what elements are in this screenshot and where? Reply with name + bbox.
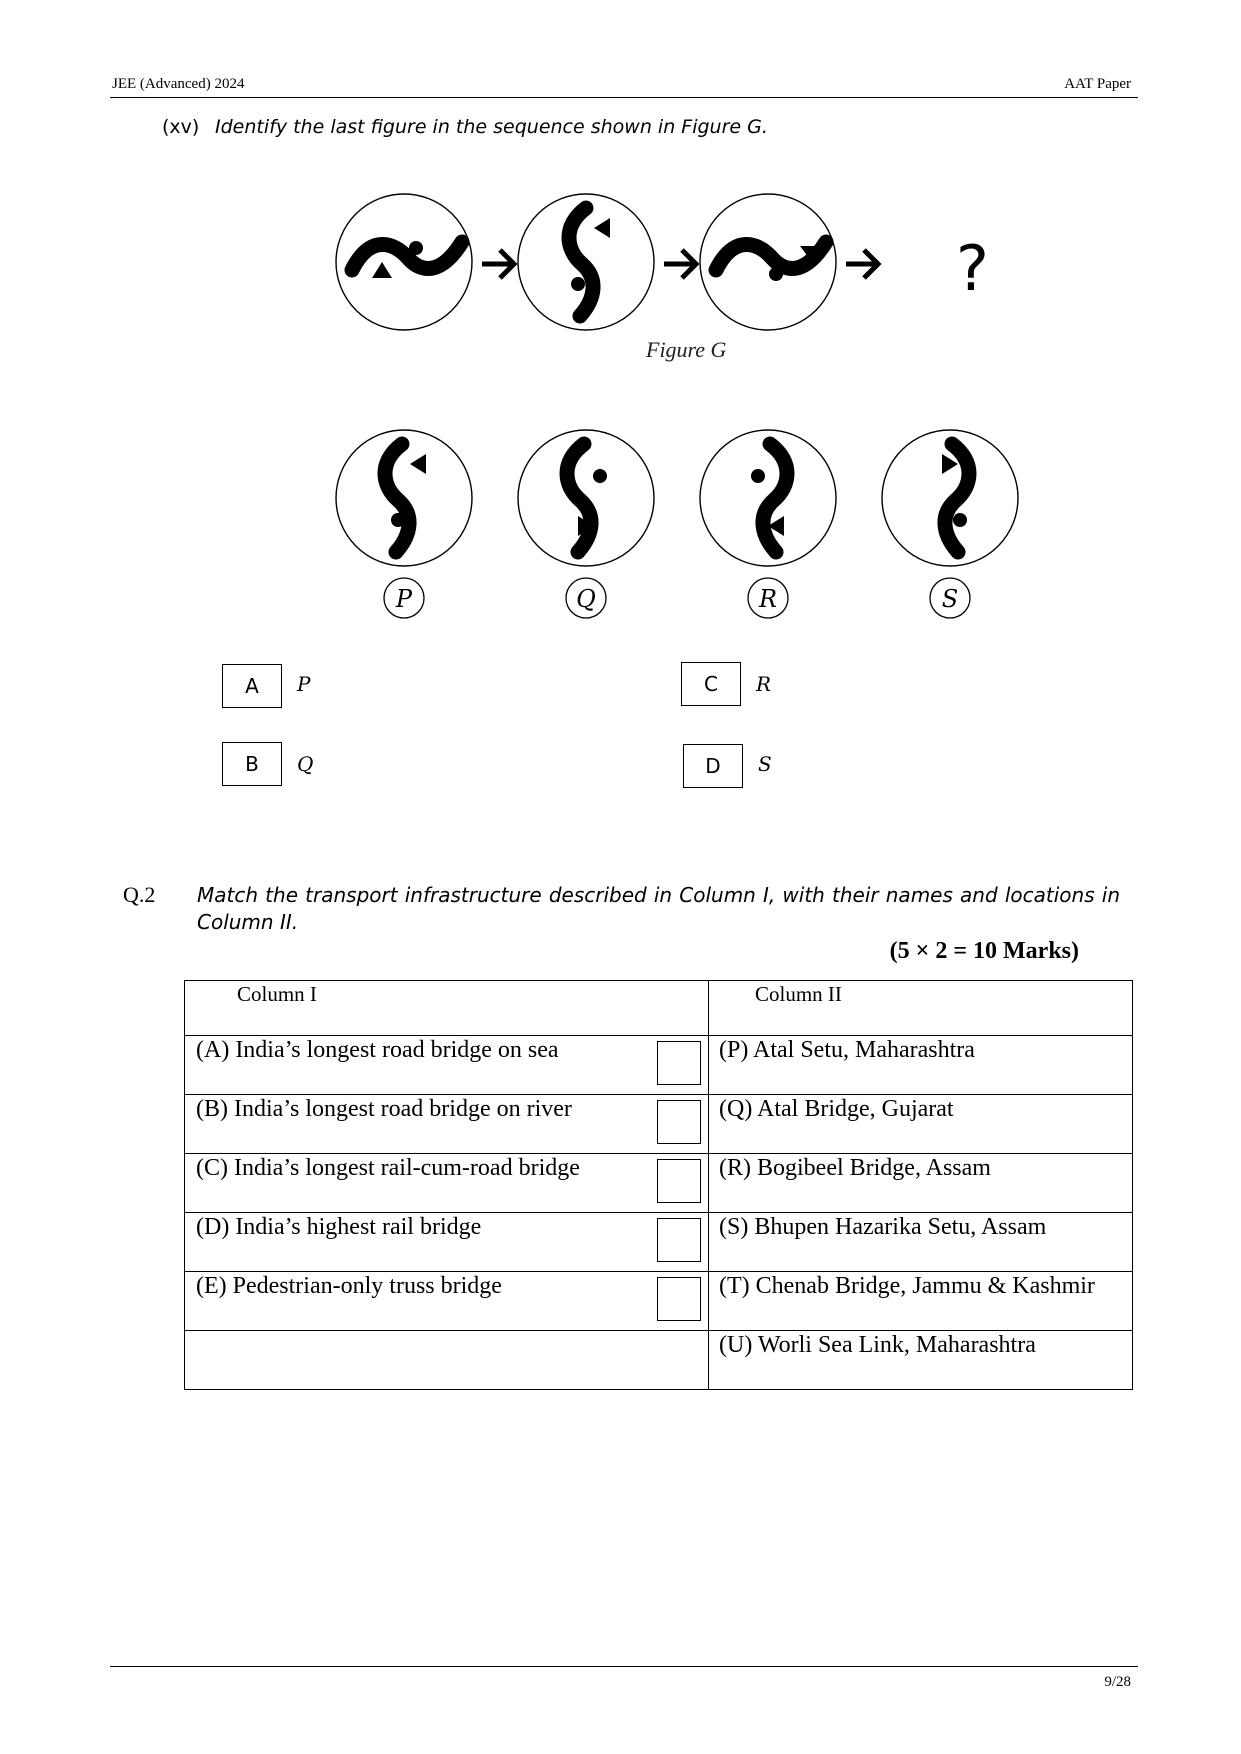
match-table — [184, 980, 1133, 1390]
sequence-figure-2 — [518, 194, 654, 330]
answer-figure-r — [700, 430, 836, 566]
answer-box-b[interactable] — [657, 1100, 701, 1144]
sequence-figure-3 — [700, 194, 836, 330]
figure-g-caption: Figure G — [646, 337, 727, 362]
answer-box-e[interactable] — [657, 1277, 701, 1321]
sequence-unknown: ? — [956, 232, 989, 305]
sequence-figure-1 — [336, 194, 472, 330]
answer-figure-labels — [384, 578, 970, 618]
option-a-box[interactable]: A — [222, 664, 282, 708]
column-1-item-c: (C) India’s longest rail-cum-road bridge — [196, 1155, 580, 1181]
option-b-value: Q — [297, 752, 314, 776]
option-c-value: R — [756, 672, 772, 696]
empty-cell — [185, 1331, 709, 1390]
label-r: R — [758, 585, 778, 613]
label-q: Q — [576, 585, 596, 613]
option-d-value: S — [758, 752, 772, 776]
answer-figure-q — [518, 430, 654, 566]
question-xv-number: (xv) — [162, 116, 200, 138]
option-c-box[interactable]: C — [681, 662, 741, 706]
option-b-box[interactable]: B — [222, 742, 282, 786]
footer-divider — [110, 1666, 1138, 1667]
table-row — [185, 1213, 1133, 1272]
answer-box-d[interactable] — [657, 1218, 701, 1262]
table-row — [185, 1331, 1133, 1390]
answer-box-a[interactable] — [657, 1041, 701, 1085]
header-divider — [110, 97, 1138, 98]
table-header-row — [185, 981, 1133, 1036]
table-row — [185, 1036, 1133, 1095]
column-2-item-s: (S) Bhupen Hazarika Setu, Assam — [719, 1214, 1047, 1240]
arrow-icon — [482, 250, 514, 278]
table-row — [185, 1095, 1133, 1154]
table-row — [185, 1154, 1133, 1213]
question-xv-text: Identify the last figure in the sequence shown in Figure G. — [215, 116, 768, 138]
column-2-item-q: (Q) Atal Bridge, Gujarat — [719, 1096, 954, 1122]
question-2-text: Match the transport infrastructure described in Column I, with their names and locations in Column II. — [197, 883, 1120, 934]
question-2-marks: (5 × 2 = 10 Marks) — [889, 938, 1079, 964]
figure-g-sequence — [330, 186, 990, 346]
column-2-item-p: (P) Atal Setu, Maharashtra — [719, 1037, 975, 1063]
table-row — [185, 1272, 1133, 1331]
label-s: S — [941, 585, 959, 613]
column-2-item-u: (U) Worli Sea Link, Maharashtra — [719, 1332, 1036, 1358]
column-1-item-b: (B) India’s longest road bridge on river — [196, 1096, 572, 1122]
column-1-item-a: (A) India’s longest road bridge on sea — [196, 1037, 559, 1063]
option-a-value: P — [297, 672, 311, 696]
column-2-header: Column II — [755, 982, 842, 1006]
column-2-item-r: (R) Bogibeel Bridge, Assam — [719, 1155, 991, 1181]
answer-box-c[interactable] — [657, 1159, 701, 1203]
answer-figure-p — [336, 430, 472, 566]
header-paper-name: AAT Paper — [1064, 76, 1131, 92]
label-p: P — [395, 585, 413, 613]
answer-figures — [330, 426, 1030, 626]
column-1-item-e: (E) Pedestrian-only truss bridge — [196, 1273, 502, 1299]
arrow-icon — [846, 250, 878, 278]
column-2-item-t: (T) Chenab Bridge, Jammu & Kashmir — [719, 1273, 1095, 1299]
page-number: 9/28 — [1104, 1674, 1131, 1690]
column-1-item-d: (D) India’s highest rail bridge — [196, 1214, 482, 1240]
column-1-header: Column I — [237, 982, 317, 1006]
arrow-icon — [664, 250, 696, 278]
answer-figure-s — [882, 430, 1018, 566]
question-2-number: Q.2 — [123, 882, 156, 907]
header-exam-title: JEE (Advanced) 2024 — [112, 76, 245, 92]
option-d-box[interactable]: D — [683, 744, 743, 788]
